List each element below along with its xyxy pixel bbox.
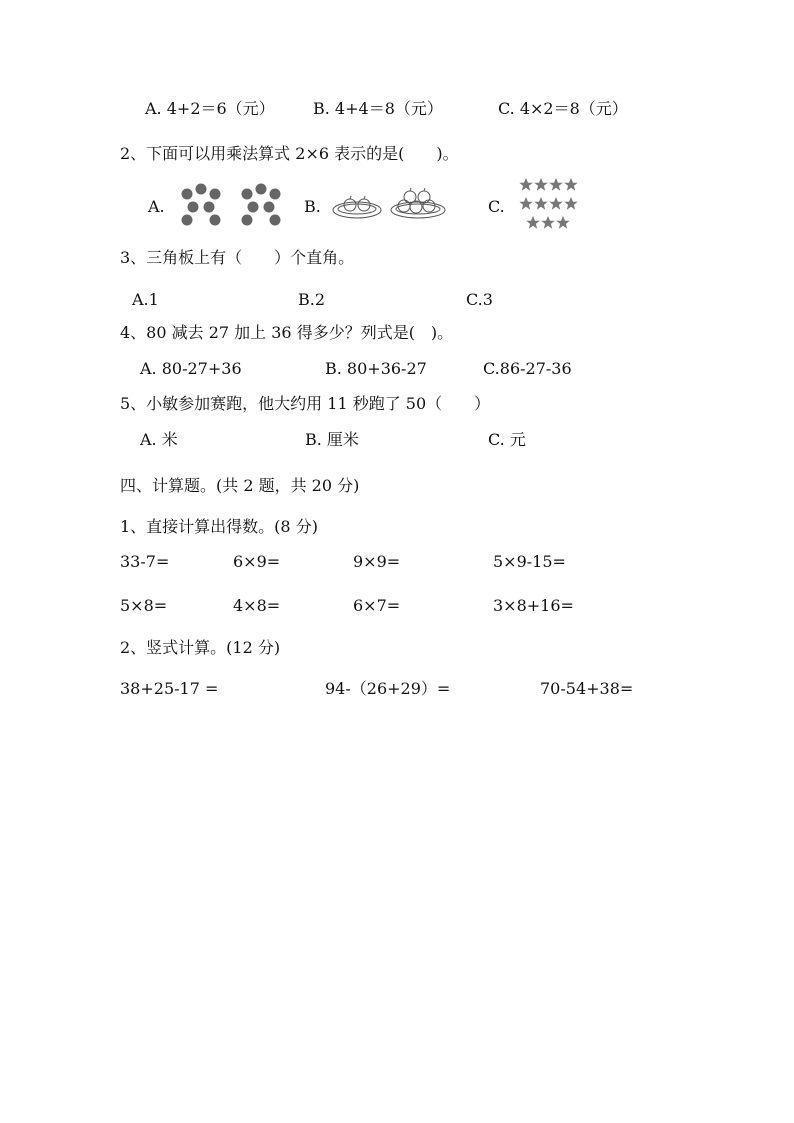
q5-option-b: B. 厘米 xyxy=(305,430,359,449)
calc-1-item: 5×9-15= xyxy=(493,552,566,571)
calc-2-item: 94-（26+29）= xyxy=(325,679,451,698)
q2-option-a-label: A. xyxy=(148,197,165,216)
q5-option-a: A. 米 xyxy=(140,430,178,449)
question-5: 5、小敏参加赛跑，他大约用 11 秒跑了 50（ ） xyxy=(120,394,491,413)
dot-cluster-icon xyxy=(178,183,286,227)
calc-1-item: 4×8= xyxy=(233,596,281,615)
question-3: 3、三角板上有（ ）个直角。 xyxy=(120,248,355,267)
calc-2-item: 70-54+38= xyxy=(540,679,634,698)
prev-option-a: A. 4+2＝6（元） xyxy=(145,99,275,118)
q3-option-a: A.1 xyxy=(132,290,159,309)
question-2: 2、下面可以用乘法算式 2×6 表示的是( )。 xyxy=(120,144,459,163)
calc-1-item: 5×8= xyxy=(120,596,168,615)
apple-plate-icon xyxy=(330,188,448,222)
q4-option-a: A. 80-27+36 xyxy=(140,359,242,378)
q3-option-b: B.2 xyxy=(298,290,326,309)
section-4-title: 四、计算题。(共 2 题，共 20 分) xyxy=(120,476,360,495)
question-4: 4、80 减去 27 加上 36 得多少？列式是( )。 xyxy=(120,323,454,342)
q4-option-c: C.86-27-36 xyxy=(483,359,572,378)
calc-1-item: 6×9= xyxy=(233,552,281,571)
q2-option-c-label: C. xyxy=(488,197,505,216)
q4-option-b: B. 80+36-27 xyxy=(325,359,427,378)
calc-1-item: 3×8+16= xyxy=(493,596,574,615)
q2-option-b-label: B. xyxy=(304,197,321,216)
calc-2-title: 2、竖式计算。(12 分) xyxy=(120,638,281,657)
calc-1-item: 6×7= xyxy=(353,596,401,615)
prev-option-c: C. 4×2＝8（元） xyxy=(498,99,628,118)
prev-option-b: B. 4+4＝8（元） xyxy=(313,99,443,118)
q5-option-c: C. 元 xyxy=(488,430,526,449)
q3-option-c: C.3 xyxy=(466,290,493,309)
calc-1-item: 33-7= xyxy=(120,552,170,571)
calc-1-item: 9×9= xyxy=(353,552,401,571)
calc-2-item: 38+25-17 = xyxy=(120,679,219,698)
star-grid-icon xyxy=(517,177,583,233)
calc-1-title: 1、直接计算出得数。(8 分) xyxy=(120,517,318,536)
